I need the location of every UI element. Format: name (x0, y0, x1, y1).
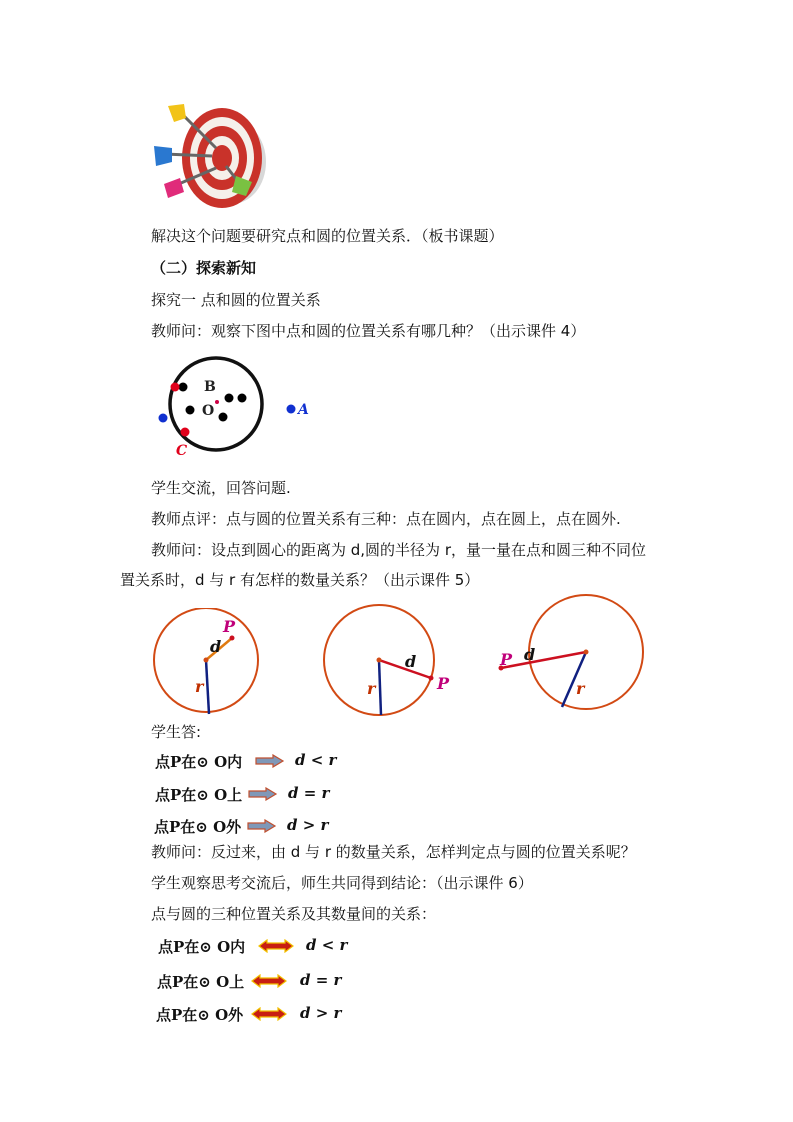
intro-line: 解决这个问题要研究点和圆的位置关系．（板书课题） (151, 227, 504, 245)
on-circle-point (181, 428, 190, 437)
point-on-figure (320, 604, 460, 720)
outer-point-a (287, 405, 296, 414)
radius-line (379, 660, 381, 715)
answer-row-rhs: d = r (288, 784, 330, 802)
distance-line (501, 652, 586, 668)
label-c: C (176, 443, 188, 459)
answer-row-suffix: 外 (226, 818, 242, 836)
inner-point (186, 406, 195, 415)
conclusion-row-suffix: 上 (229, 973, 245, 991)
label-d: d (405, 652, 417, 671)
answer-row-lhs: 点P在⊙ O (154, 818, 227, 836)
conclusion-row-rhs: d > r (300, 1004, 342, 1022)
inner-point (225, 394, 234, 403)
discussion-line-1: 学生交流，回答问题. (151, 479, 291, 497)
answer-row-suffix: 上 (227, 786, 243, 804)
dartboard-image (150, 100, 275, 212)
label-a: A (298, 402, 309, 418)
center-dot (377, 658, 382, 663)
label-d: d (210, 637, 222, 656)
radius-line (206, 660, 209, 714)
point-p (230, 636, 235, 641)
inner-point (179, 383, 188, 392)
double-arrow-icon (258, 939, 294, 953)
double-arrow-icon (251, 1007, 287, 1021)
answer-row-lhs: 点P在⊙ O (155, 753, 228, 771)
section-subheading: 探究一 点和圆的位置关系 (151, 291, 321, 309)
discussion-line-3a: 教师问：设点到圆心的距离为 d,圆的半径为 r，量一量在点和圆三种不同位 (151, 541, 646, 559)
label-r: r (576, 679, 585, 698)
section-heading: （二）探索新知 (151, 259, 257, 277)
discussion-line-2: 教师点评：点与圆的位置关系有三种：点在圆内，点在圆上，点在圆外. (151, 510, 621, 528)
answer-row-lhs: 点P在⊙ O (155, 786, 228, 804)
label-p: P (223, 617, 236, 636)
reverse-line-2: 学生观察思考交流后，师生共同得到结论：（出示课件 6） (151, 874, 533, 892)
right-arrow-icon (255, 754, 285, 768)
label-p: P (437, 674, 450, 693)
dart-blue (154, 146, 172, 166)
label-b: B (204, 379, 216, 395)
label-p: P (500, 650, 513, 669)
figure1-center-dot (215, 400, 219, 404)
right-arrow-icon (248, 787, 278, 801)
dart-yellow (168, 104, 186, 122)
reverse-line-3: 点与圆的三种位置关系及其数量间的关系： (151, 905, 437, 923)
answer-row-rhs: d < r (295, 751, 337, 769)
label-o: O (202, 403, 215, 419)
label-d: d (524, 645, 536, 664)
label-r: r (367, 679, 376, 698)
discussion-line-3b: 置关系时，d 与 r 有怎样的数量关系？（出示课件 5） (120, 571, 480, 589)
question-1: 教师问：观察下图中点和圆的位置关系有哪几种？（出示课件 4） (151, 322, 586, 340)
point-outside-figure (496, 594, 648, 712)
point-circle-figure (150, 352, 320, 462)
center-dot (584, 650, 589, 655)
answer-label: 学生答: (151, 723, 202, 741)
conclusion-row-suffix: 内 (230, 938, 246, 956)
center-dot (204, 658, 209, 663)
inner-point (219, 413, 228, 422)
point-p (429, 676, 434, 681)
dart-pink (164, 178, 184, 198)
conclusion-row-lhs: 点P在⊙ O (157, 973, 230, 991)
conclusion-row-rhs: d = r (300, 971, 342, 989)
answer-row-suffix: 内 (227, 753, 243, 771)
conclusion-row-suffix: 外 (228, 1006, 244, 1024)
conclusion-row-rhs: d < r (306, 936, 348, 954)
point-inside-figure (150, 608, 265, 720)
right-arrow-icon (247, 819, 277, 833)
conclusion-row-lhs: 点P在⊙ O (156, 1006, 229, 1024)
double-arrow-icon (251, 974, 287, 988)
on-circle-point (171, 383, 180, 392)
answer-row-rhs: d > r (287, 816, 329, 834)
label-r: r (195, 677, 204, 696)
outer-point (159, 414, 168, 423)
conclusion-row-lhs: 点P在⊙ O (158, 938, 231, 956)
reverse-line-1: 教师问：反过来，由 d 与 r 的数量关系，怎样判定点与圆的位置关系呢？ (151, 843, 636, 861)
inner-point (238, 394, 247, 403)
